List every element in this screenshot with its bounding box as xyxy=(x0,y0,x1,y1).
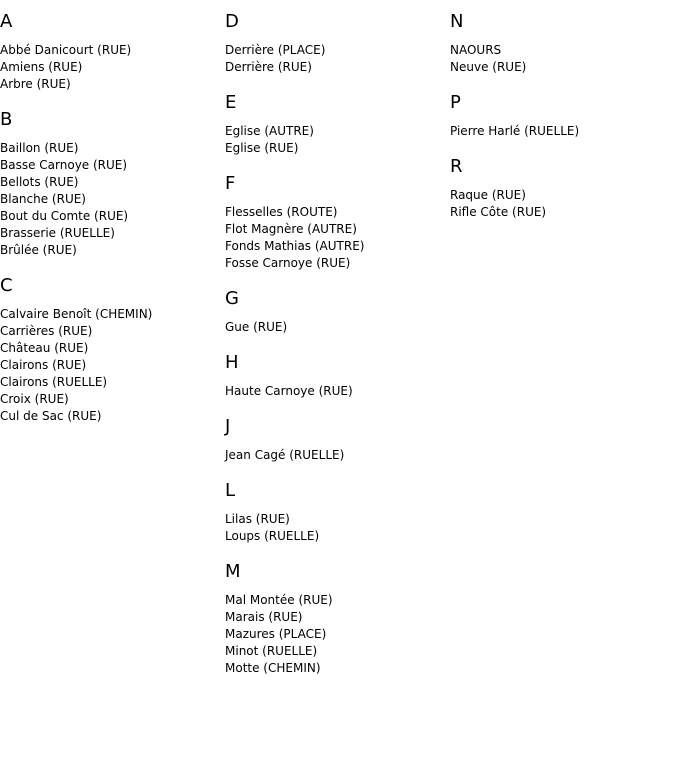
letter-heading: R xyxy=(450,156,463,177)
letter-heading: A xyxy=(0,11,13,32)
street-list xyxy=(225,511,445,545)
letter-heading: M xyxy=(225,561,241,582)
street-link[interactable]: Basse Carnoye (RUE) xyxy=(0,158,128,172)
letter-heading: B xyxy=(0,109,13,130)
street-link[interactable]: Gue (RUE) xyxy=(225,320,288,334)
street-list xyxy=(0,140,220,259)
street-link[interactable]: Derrière (PLACE) xyxy=(225,43,326,57)
letter-group-c xyxy=(0,275,220,425)
street-link[interactable]: Motte (CHEMIN) xyxy=(225,661,321,675)
street-link[interactable]: Mazures (PLACE) xyxy=(225,627,327,641)
street-link[interactable]: Marais (RUE) xyxy=(225,610,303,624)
letter-heading: J xyxy=(225,416,231,437)
street-column-1 xyxy=(0,11,220,441)
street-link[interactable]: Carrières (RUE) xyxy=(0,324,93,338)
letter-heading: D xyxy=(225,11,239,32)
letter-heading: L xyxy=(225,480,236,501)
street-link[interactable]: Fosse Carnoye (RUE) xyxy=(225,256,351,270)
street-link[interactable]: Rifle Côte (RUE) xyxy=(450,205,547,219)
street-link[interactable]: Château (RUE) xyxy=(0,341,89,355)
street-link[interactable]: Eglise (AUTRE) xyxy=(225,124,314,138)
street-list xyxy=(225,592,445,677)
letter-heading: E xyxy=(225,92,237,113)
letter-group-r xyxy=(450,156,670,221)
street-list xyxy=(225,204,445,272)
letter-group-b xyxy=(0,109,220,259)
letter-group-j xyxy=(225,416,445,464)
street-link[interactable]: Pierre Harlé (RUELLE) xyxy=(450,124,580,138)
street-link[interactable]: Eglise (RUE) xyxy=(225,141,299,155)
street-list xyxy=(450,123,670,140)
street-link[interactable]: Lilas (RUE) xyxy=(225,512,290,526)
street-link[interactable]: Amiens (RUE) xyxy=(0,60,83,74)
street-link[interactable]: Bellots (RUE) xyxy=(0,175,79,189)
street-link[interactable]: Loups (RUELLE) xyxy=(225,529,320,543)
letter-heading: C xyxy=(0,275,13,296)
street-list xyxy=(225,383,445,400)
letter-heading: F xyxy=(225,173,236,194)
letter-heading: P xyxy=(450,92,461,113)
street-list xyxy=(225,123,445,157)
letter-heading: N xyxy=(450,11,464,32)
street-list xyxy=(0,42,220,93)
street-link[interactable]: Raque (RUE) xyxy=(450,188,526,202)
street-list xyxy=(225,42,445,76)
street-link[interactable]: Neuve (RUE) xyxy=(450,60,527,74)
letter-group-g xyxy=(225,288,445,336)
street-list xyxy=(450,187,670,221)
street-link[interactable]: Clairons (RUELLE) xyxy=(0,375,108,389)
street-list xyxy=(0,306,220,425)
letter-group-h xyxy=(225,352,445,400)
street-link[interactable]: Baillon (RUE) xyxy=(0,141,79,155)
street-link[interactable]: Derrière (RUE) xyxy=(225,60,312,74)
street-list xyxy=(225,319,445,336)
street-link[interactable]: Flot Magnère (AUTRE) xyxy=(225,222,357,236)
street-list xyxy=(450,42,670,76)
letter-heading: H xyxy=(225,352,239,373)
street-link[interactable]: Blanche (RUE) xyxy=(0,192,86,206)
street-link[interactable]: Cul de Sac (RUE) xyxy=(0,409,102,423)
street-link[interactable]: Brûlée (RUE) xyxy=(0,243,77,257)
street-column-2 xyxy=(225,11,445,693)
letter-group-n xyxy=(450,11,670,76)
street-column-3 xyxy=(450,11,670,237)
street-link[interactable]: Croix (RUE) xyxy=(0,392,69,406)
street-link[interactable]: Minot (RUELLE) xyxy=(225,644,318,658)
street-link[interactable]: Arbre (RUE) xyxy=(0,77,71,91)
street-link[interactable]: NAOURS xyxy=(450,43,502,57)
street-link[interactable]: Clairons (RUE) xyxy=(0,358,87,372)
street-link[interactable]: Fonds Mathias (AUTRE) xyxy=(225,239,365,253)
letter-group-f xyxy=(225,173,445,272)
street-link[interactable]: Haute Carnoye (RUE) xyxy=(225,384,353,398)
street-link[interactable]: Flesselles (ROUTE) xyxy=(225,205,338,219)
street-link[interactable]: Calvaire Benoît (CHEMIN) xyxy=(0,307,153,321)
letter-group-p xyxy=(450,92,670,140)
street-link[interactable]: Abbé Danicourt (RUE) xyxy=(0,43,132,57)
letter-group-e xyxy=(225,92,445,157)
street-link[interactable]: Brasserie (RUELLE) xyxy=(0,226,115,240)
street-link[interactable]: Jean Cagé (RUELLE) xyxy=(225,448,345,462)
letter-group-m xyxy=(225,561,445,677)
street-list xyxy=(225,447,445,464)
street-link[interactable]: Mal Montée (RUE) xyxy=(225,593,333,607)
letter-group-l xyxy=(225,480,445,545)
street-link[interactable]: Bout du Comte (RUE) xyxy=(0,209,129,223)
letter-group-a xyxy=(0,11,220,93)
letter-heading: G xyxy=(225,288,239,309)
letter-group-d xyxy=(225,11,445,76)
